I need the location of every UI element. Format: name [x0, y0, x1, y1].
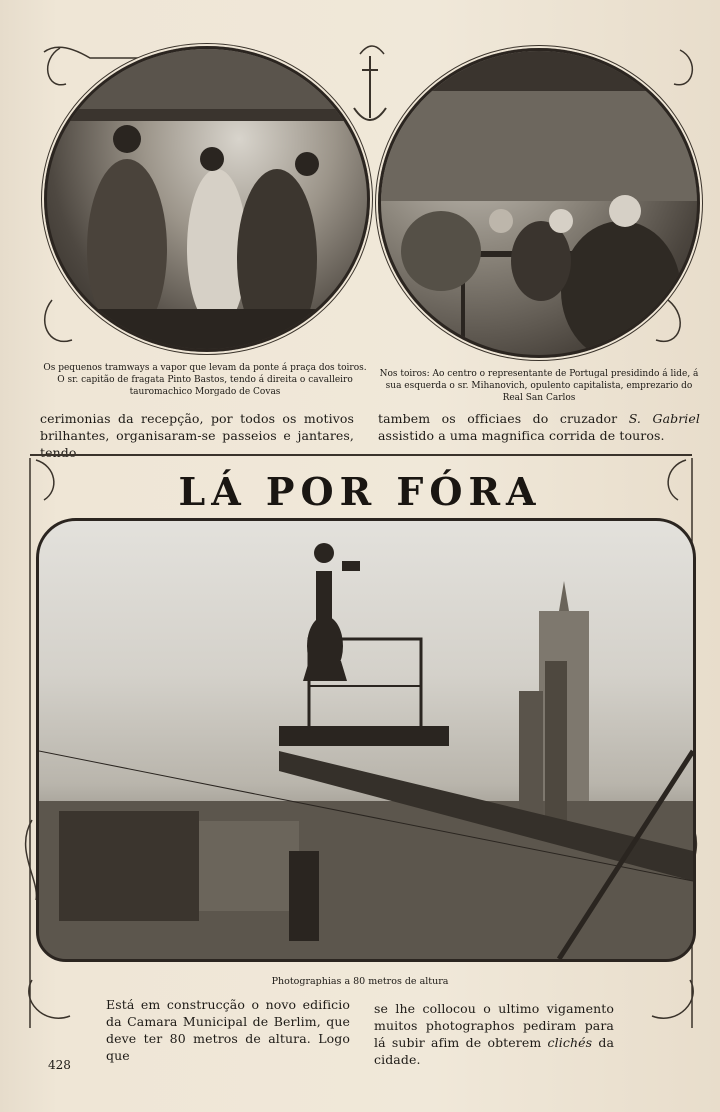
- text-fragment: tambem os officiaes do cruzador: [378, 411, 629, 426]
- article-text-top-col1: cerimonias da recepção, por todos os motivos brilhantes, organisaram-se passeios e jantares, tendo: [40, 411, 354, 460]
- text-fragment: da cidade.: [374, 1035, 614, 1067]
- article-text-bottom-col2: [374, 1000, 614, 1068]
- photo-berlin-photographer: [36, 518, 696, 962]
- ship-name: S. Gabriel: [628, 411, 700, 426]
- caption-main: Photographias a 80 metros de altura: [271, 976, 449, 987]
- article-text-bottom-col1: Está em construcção o novo edificio da Camara Municipal de Berlim, que deve ter 80 metros de altura. Logo que: [106, 997, 350, 1063]
- caption-right: Nos toiros: Ao centro o representante de Portugal presidindo á lide, á sua esquerda o sr. Mihanovich, opulento capitalista, emprezario do Real San Carlos: [379, 369, 699, 403]
- section-title: LÁ POR FÓRA: [178, 469, 542, 514]
- photo-tramway-passengers: [44, 46, 370, 352]
- text-fragment: assistido a uma magnifica corrida de touros.: [378, 428, 665, 443]
- photo-bullfight-spectators: [378, 48, 700, 358]
- page-number: 428: [48, 1058, 71, 1072]
- text-fragment: se lhe collocou o ultimo vigamento muitos photographos pediram para lá subir afim de obterem: [374, 1001, 614, 1050]
- article-text-top-col2: [378, 410, 700, 444]
- cliches-word: clichés: [547, 1035, 593, 1050]
- caption-left: Os pequenos tramways a vapor que levam da ponte á praça dos toiros. O sr. capitão de fragata Pinto Bastos, tendo á direita o cavalleiro tauromachico Morgado de Covas: [43, 363, 367, 397]
